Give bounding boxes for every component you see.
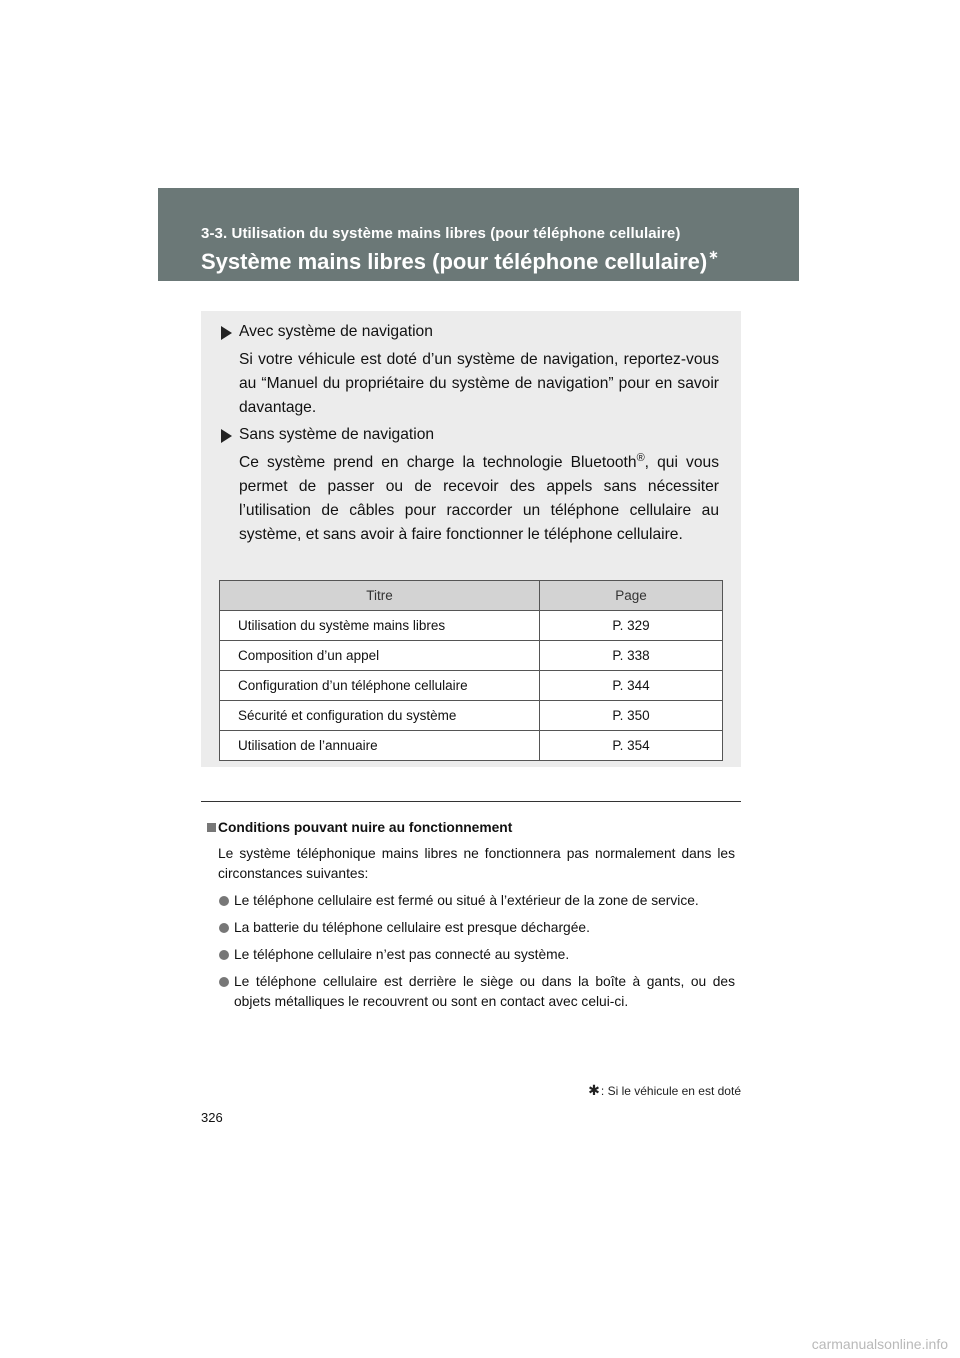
asterisk-icon: ✱	[588, 1082, 600, 1098]
page-number: 326	[201, 1110, 223, 1125]
chapter-header	[158, 188, 799, 281]
column-header-page: Page	[540, 581, 723, 611]
arrow-right-icon	[221, 429, 232, 443]
nav-system-text: Si votre véhicule est doté d’un système de navigation, reportez-vous au “Manuel du propriétaire du système de navigation” pour en savoir davantage.	[239, 351, 719, 416]
no-nav-system-title-text: Sans système de navigation	[239, 426, 435, 443]
circle-bullet-icon	[219, 923, 229, 933]
row-page: P. 350	[540, 701, 723, 731]
row-title: Sécurité et configuration du système	[220, 701, 540, 731]
conditions-heading	[207, 818, 735, 838]
table-row	[220, 701, 723, 731]
circle-bullet-icon	[219, 950, 229, 960]
row-title: Utilisation de l’annuaire	[220, 731, 540, 761]
no-nav-text-part1: Ce système prend en charge la technologie Bluetooth	[239, 454, 637, 471]
registered-mark: ®	[636, 451, 645, 464]
footnote	[588, 1082, 741, 1099]
conditions-heading-text: Conditions pouvant nuire au fonctionnement	[218, 820, 513, 835]
info-box	[201, 311, 741, 767]
row-title: Utilisation du système mains libres	[220, 611, 540, 641]
list-item	[207, 945, 735, 965]
row-title: Configuration d’un téléphone cellulaire	[220, 671, 540, 701]
table-row	[220, 611, 723, 641]
nav-system-title	[219, 320, 719, 344]
nav-system-block	[219, 320, 719, 420]
no-nav-system-block	[219, 423, 719, 547]
row-title: Composition d’un appel	[220, 641, 540, 671]
section-divider	[201, 801, 741, 802]
row-page: P. 338	[540, 641, 723, 671]
circle-bullet-icon	[219, 896, 229, 906]
footnote-text: : Si le véhicule en est doté	[600, 1084, 741, 1098]
page-title	[201, 249, 719, 275]
table-row	[220, 641, 723, 671]
contents-table	[219, 580, 723, 761]
table-row	[220, 731, 723, 761]
arrow-right-icon	[221, 326, 232, 340]
no-nav-text-part2: , qui vous permet de passer ou de recevoir des appels sans nécessiter l’utilisation de câbles pour raccorder un téléphone cellulaire au système, et sans avoir à faire fonctionner le téléphone cellulaire.	[239, 454, 719, 543]
list-item-text: Le téléphone cellulaire n’est pas connecté au système.	[234, 947, 570, 962]
no-nav-system-text	[219, 451, 719, 547]
page-title-text: Système mains libres (pour téléphone cellulaire)	[201, 249, 708, 274]
list-item	[207, 972, 735, 1012]
list-item-text: Le téléphone cellulaire est fermé ou situé à l’extérieur de la zone de service.	[234, 893, 699, 908]
list-item	[207, 891, 735, 911]
watermark: carmanualsonline.info	[811, 1336, 948, 1352]
conditions-intro: Le système téléphonique mains libres ne fonctionnera pas normalement dans les circonstances suivantes:	[218, 846, 735, 881]
column-header-title: Titre	[220, 581, 540, 611]
nav-system-title-text: Avec système de navigation	[239, 323, 433, 340]
table-header-row	[220, 581, 723, 611]
list-item-text: La batterie du téléphone cellulaire est presque déchargée.	[234, 920, 590, 935]
row-page: P. 354	[540, 731, 723, 761]
circle-bullet-icon	[219, 977, 229, 987]
row-page: P. 329	[540, 611, 723, 641]
conditions-section	[207, 818, 735, 1012]
list-item	[207, 918, 735, 938]
row-page: P. 344	[540, 671, 723, 701]
optional-marker: ∗	[708, 247, 720, 262]
section-label: 3-3. Utilisation du système mains libres (pour téléphone cellulaire)	[201, 225, 681, 242]
no-nav-system-title	[219, 423, 719, 447]
square-bullet-icon	[207, 823, 216, 832]
list-item-text: Le téléphone cellulaire est derrière le siège ou dans la boîte à gants, ou des objets métalliques le recouvrent ou sont en contact avec celui-ci.	[234, 974, 735, 1009]
table-row	[220, 671, 723, 701]
